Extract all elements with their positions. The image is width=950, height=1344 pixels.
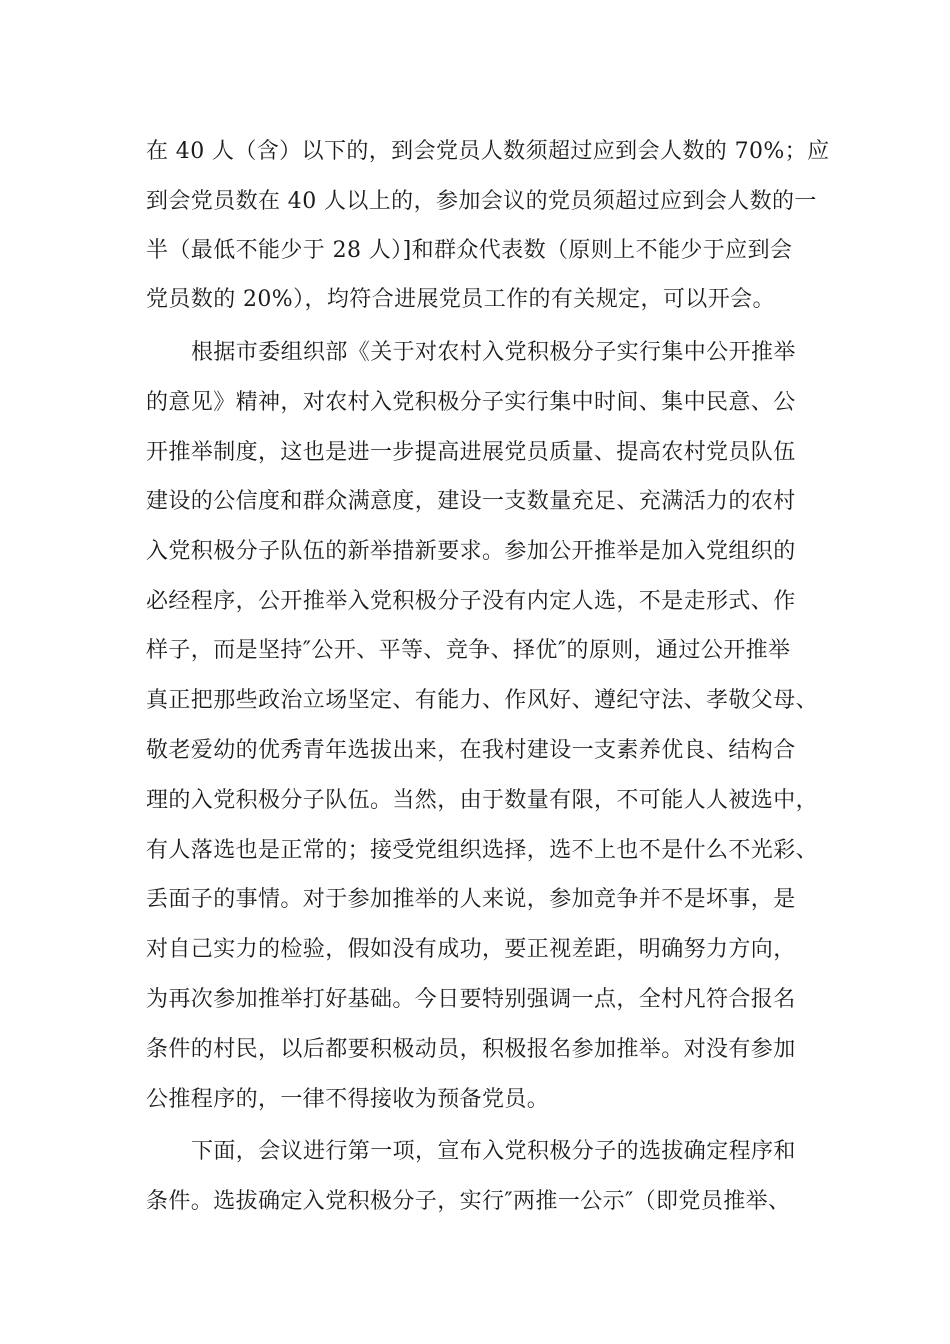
text-line: 根据市委组织部《关于对农村入党积极分子实行集中公开推举	[191, 340, 796, 365]
text-line: 建设的公信度和群众满意度，建设一支数量充足、充满活力的农村	[146, 489, 796, 514]
text-line: 为再次参加推举打好基础。今日要特别强调一点，全村凡符合报名	[146, 987, 796, 1012]
text-line: 条件。选拔确定入党积极分子，实行″两推一公示″（即党员推举、	[146, 1189, 791, 1214]
text-line: 到会党员数在 40 人以上的，参加会议的党员须超过应到会人数的一	[146, 189, 817, 214]
text-line: 条件的村民，以后都要积极动员，积极报名参加推举。对没有参加	[146, 1037, 796, 1062]
text-line: 公推程序的，一律不得接收为预备党员。	[146, 1087, 550, 1112]
text-line: 有人落选也是正常的；接受党组织选择，选不上也不是什么不光彩、	[146, 838, 819, 863]
text-line: 入党积极分子队伍的新举措新要求。参加公开推举是加入党组织的	[146, 539, 796, 564]
text-line: 在 40 人（含）以下的，到会党员人数须超过应到会人数的 70%；应	[146, 139, 830, 164]
text-line: 下面，会议进行第一项，宣布入党积极分子的选拔确定程序和	[191, 1139, 796, 1164]
text-line: 样子，而是坚持″公开、平等、竞争、择优″的原则，通过公开推举	[146, 638, 791, 663]
text-line: 开推举制度，这也是进一步提高进展党员质量、提高农村党员队伍	[146, 440, 796, 465]
text-line: 半（最低不能少于 28 人）]和群众代表数（原则上不能少于应到会	[146, 238, 793, 263]
text-line: 敬老爱幼的优秀青年选拔出来，在我村建设一支素养优良、结构合	[146, 738, 796, 763]
text-line: 党员数的 20%），均符合进展党员工作的有关规定，可以开会。	[146, 287, 775, 312]
text-line: 理的入党积极分子队伍。当然，由于数量有限，不可能人人被选中，	[146, 788, 819, 813]
text-line: 真正把那些政治立场坚定、有能力、作风好、遵纪守法、孝敬父母、	[146, 688, 819, 713]
text-line: 丢面子的事情。对于参加推举的人来说，参加竞争并不是坏事，是	[146, 887, 796, 912]
text-line: 必经程序，公开推举入党积极分子没有内定人选，不是走形式、作	[146, 589, 796, 614]
text-line: 对自己实力的检验，假如没有成功，要正视差距，明确努力方向，	[146, 937, 796, 962]
text-line: 的意见》精神，对农村入党积极分子实行集中时间、集中民意、公	[146, 390, 796, 415]
